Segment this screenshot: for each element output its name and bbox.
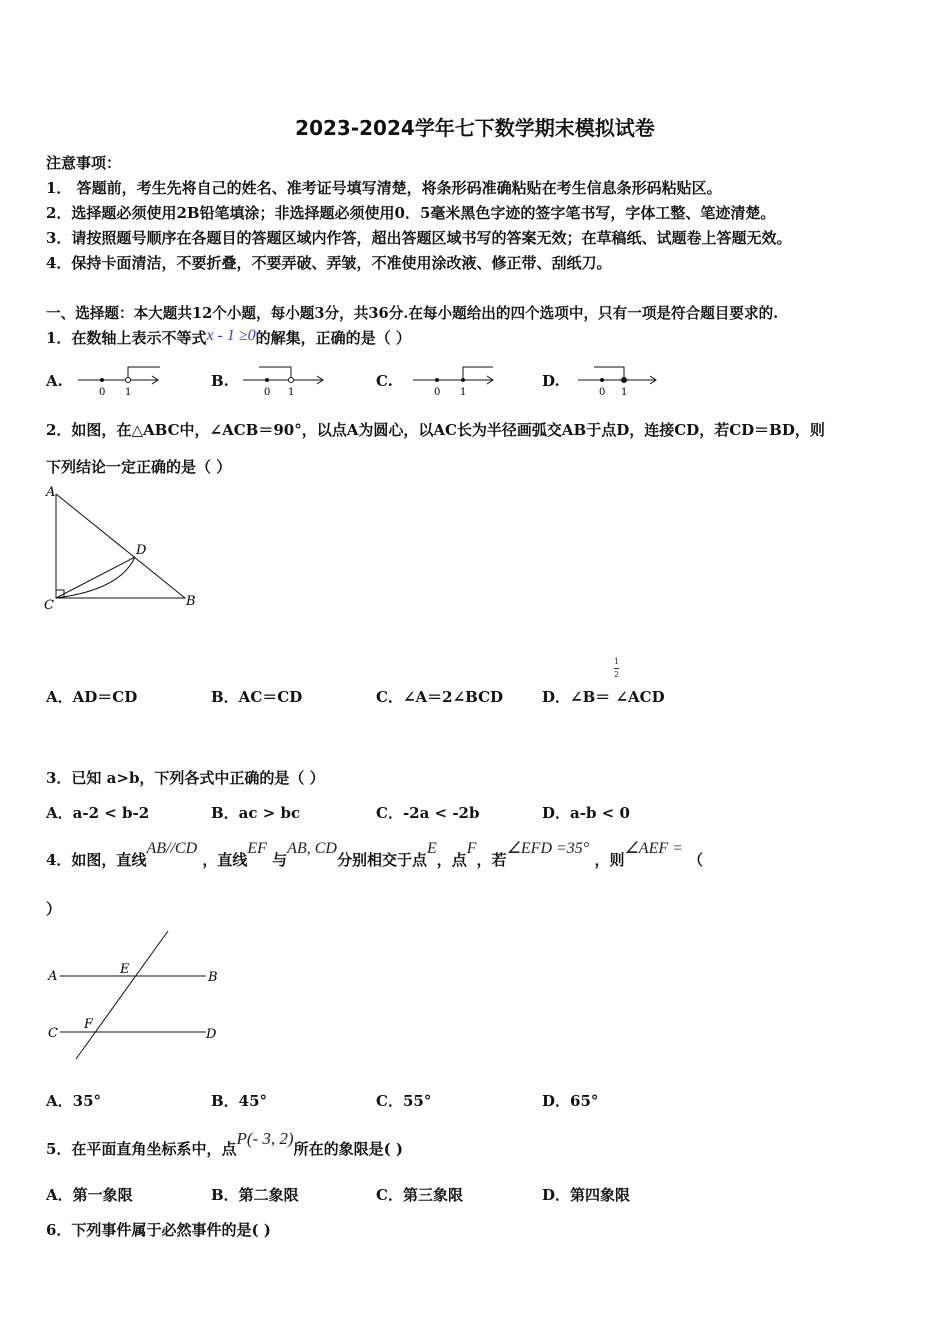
q5-option-c[interactable]: C．第三象限 — [376, 1186, 463, 1204]
tick-0: 0 — [99, 387, 106, 398]
notice-item: 3．请按照题号顺序在各题目的答题区域内作答，超出答题区域书写的答案无效；在草稿纸、试题卷上答题无效。 — [46, 229, 792, 247]
q4-math: ∠EFD =35° — [506, 840, 590, 857]
label-c: C — [44, 598, 54, 613]
q4-option-a[interactable]: A．35° — [46, 1092, 102, 1110]
q1-pre: 1．在数轴上表示不等式 — [46, 329, 207, 347]
q1-option-c[interactable]: C. — [376, 372, 393, 390]
q4-option-c[interactable]: C．55° — [376, 1092, 432, 1110]
tick-1: 1 — [125, 387, 132, 398]
question-6-stem: 6．下列事件属于必然事件的是( ) — [46, 1221, 271, 1239]
tick-1: 1 — [621, 387, 628, 398]
question-4-stem — [46, 840, 704, 870]
q3-option-b[interactable]: B．ac > bc — [211, 804, 301, 822]
tick-0: 0 — [264, 387, 271, 398]
fraction-numerator: 1 — [614, 656, 619, 669]
q4-option-b[interactable]: B．45° — [211, 1092, 268, 1110]
label-b: B — [208, 970, 218, 985]
q2-option-d[interactable]: D．∠B＝ ∠ACD — [542, 688, 665, 706]
number-line-b — [243, 362, 333, 398]
q4-math: E — [426, 840, 437, 857]
q4-text: ，则 — [594, 851, 625, 869]
q5-post: 所在的象限是( ) — [293, 1140, 403, 1158]
section-heading: 一、选择题：本大题共12个小题，每小题3分，共36分.在每小题给出的四个选项中，只有一项是符合题目要求的. — [46, 305, 779, 322]
q4-math: AB, CD — [287, 840, 337, 857]
label-d: D — [206, 1027, 217, 1042]
question-2-stem: 2．如图，在△ABC中，∠ACB＝90°，以点A为圆心，以AC长为半径画弧交AB于点D，连接CD，若CD＝BD，则 — [46, 421, 825, 439]
question-3-stem: 3．已知 a>b，下列各式中正确的是（ ） — [46, 769, 325, 787]
q1-option-a[interactable]: A. — [46, 372, 63, 390]
q4-text: 4．如图，直线 — [46, 851, 147, 869]
q5-math: P(- 3, 2) — [236, 1129, 294, 1148]
question-5-stem — [46, 1129, 403, 1159]
notice-heading: 注意事项： — [46, 154, 122, 172]
q5-option-b[interactable]: B．第二象限 — [211, 1186, 299, 1204]
label-c: C — [48, 1026, 58, 1041]
tick-1: 1 — [288, 387, 295, 398]
fraction-half — [614, 656, 619, 681]
q2-option-c[interactable]: C．∠A＝2∠BCD — [376, 688, 504, 706]
q4-math: AB//CD — [146, 840, 198, 857]
triangle-figure — [40, 482, 210, 617]
q4-text: ，直线 — [202, 851, 248, 869]
notice-item: 1． 答题前，考生先将自己的姓名、准考证号填写清楚，将条形码准确粘贴在考生信息条形码粘贴区。 — [46, 179, 722, 197]
q4-text: （ — [688, 851, 704, 869]
q5-option-a[interactable]: A．第一象限 — [46, 1186, 133, 1204]
question-2-stem-line2: 下列结论一定正确的是（ ） — [46, 458, 232, 476]
parallel-lines-figure — [44, 925, 234, 1065]
q3-option-a[interactable]: A．a-2 < b-2 — [46, 804, 150, 822]
number-line-d — [578, 362, 668, 398]
q4-math: F — [466, 840, 477, 857]
q4-text: ，若 — [476, 851, 507, 869]
q1-option-d[interactable]: D. — [542, 372, 560, 390]
tick-0: 0 — [599, 387, 606, 398]
q4-close-paren: ） — [46, 900, 62, 918]
q4-text: ，点 — [436, 851, 467, 869]
q1-math: x - 1 ≥0 — [206, 327, 256, 344]
q5-pre: 5．在平面直角坐标系中，点 — [46, 1140, 237, 1158]
label-f: F — [84, 1017, 94, 1032]
number-line-a — [78, 362, 168, 398]
label-e: E — [120, 962, 130, 977]
page-title: 2023-2024学年七下数学期末模拟试卷 — [295, 116, 655, 140]
q2-option-a[interactable]: A．AD＝CD — [46, 688, 138, 706]
tick-0: 0 — [434, 387, 441, 398]
number-line-c — [413, 362, 503, 398]
notice-item: 4．保持卡面清洁，不要折叠，不要弄破、弄皱，不准使用涂改液、修正带、刮纸刀。 — [46, 254, 612, 272]
q3-option-d[interactable]: D．a-b < 0 — [542, 804, 630, 822]
q4-text: 与 — [272, 851, 288, 869]
label-a: A — [46, 485, 56, 500]
q4-math: ∠AEF = — [624, 840, 683, 857]
q4-option-d[interactable]: D．65° — [542, 1092, 599, 1110]
q3-option-c[interactable]: C．-2a < -2b — [376, 804, 480, 822]
notice-item: 2．选择题必须使用2B铅笔填涂；非选择题必须使用0．5毫米黑色字迹的签字笔书写，字体工整、笔迹清楚。 — [46, 204, 776, 222]
q1-option-b[interactable]: B. — [211, 372, 229, 390]
q2-option-b[interactable]: B．AC＝CD — [211, 688, 303, 706]
tick-1: 1 — [460, 387, 467, 398]
question-1-stem — [46, 327, 411, 348]
label-d: D — [136, 543, 147, 558]
q4-math: EF — [247, 840, 267, 857]
q5-option-d[interactable]: D．第四象限 — [542, 1186, 631, 1204]
label-b: B — [186, 594, 196, 609]
q4-text: 分别相交于点 — [336, 851, 427, 869]
q1-post: 的解集，正确的是（ ） — [255, 329, 411, 347]
label-a: A — [48, 969, 58, 984]
fraction-denominator: 2 — [614, 670, 620, 679]
